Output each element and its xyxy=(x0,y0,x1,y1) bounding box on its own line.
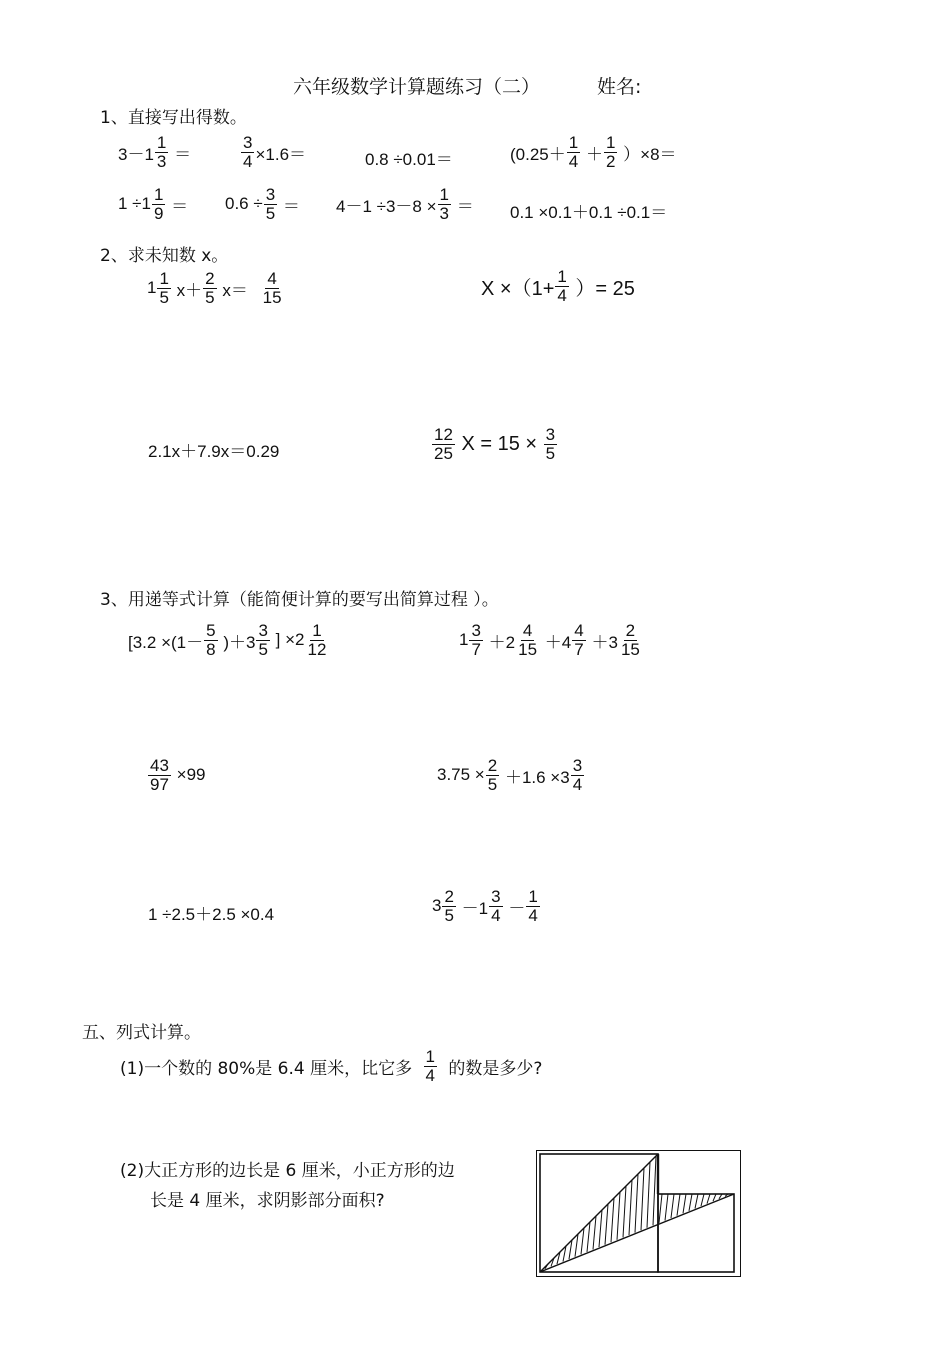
figure-frame xyxy=(537,1151,741,1277)
s3-expr-4: 3.75 × $\frac{2}{5}$ ＋1.6 ×3 $\frac{3}{4}$ xyxy=(437,756,583,794)
s2-equation-1: 1 $\frac{1}{5}$ x＋ $\frac{2}{5}$ x＝ $\frac{4}{15}$ xyxy=(147,269,282,307)
hatch-line xyxy=(611,1198,614,1242)
hatch-line xyxy=(587,1222,590,1252)
s1-expr-4: (0.25＋ $\frac{1}{4}$ ＋ $\frac{1}{2}$ ）×8＝ xyxy=(510,133,677,171)
s1-expr-3: 0.8 ÷0.01＝ xyxy=(365,150,453,169)
shaded-region-hatching xyxy=(545,1156,728,1269)
hatch-line xyxy=(713,1194,716,1201)
hatch-line xyxy=(605,1204,608,1245)
hatch-line xyxy=(689,1194,692,1211)
s2-equation-4: $\frac{12}{25}$ X = 15 × $\frac{3}{5}$ xyxy=(434,425,556,463)
s1-expr-5: 1 ÷1 $\frac{1}{9}$ ＝ xyxy=(118,185,189,223)
s1-expr-2: $\frac{3}{4}$ ×1.6＝ xyxy=(243,133,307,171)
hatch-line xyxy=(653,1156,656,1225)
hatch-line xyxy=(599,1210,602,1247)
s3-expr-5: 1 ÷2.5＋2.5 ×0.4 xyxy=(148,905,275,924)
s3-expr-6: 3 $\frac{2}{5}$ －1 $\frac{3}{4}$ － $\frac{1}{4}$ xyxy=(432,887,538,925)
hatch-line xyxy=(665,1194,668,1221)
long-diagonal xyxy=(540,1194,734,1272)
hatch-line xyxy=(695,1194,698,1208)
hatch-line xyxy=(629,1180,632,1235)
s2-equation-2: X ×（1+ $\frac{1}{4}$ ）= 25 xyxy=(481,267,635,305)
s1-expr-6: 0.6 ÷ $\frac{3}{5}$ ＝ xyxy=(225,185,300,223)
hatch-line xyxy=(635,1174,638,1233)
section-3-heading: 3、用递等式计算（能简便计算的要写出简算过程 ）。 xyxy=(100,590,499,610)
hatch-line xyxy=(659,1194,662,1223)
page-title: 六年级数学计算题练习（二） xyxy=(293,76,541,98)
s1-expr-8: 0.1 ×0.1＋0.1 ÷0.1＝ xyxy=(510,203,668,222)
hatch-line xyxy=(593,1216,596,1249)
question-2-line-2: 长是 4 厘米，求阴影部分面积? xyxy=(150,1191,385,1211)
question-2-line-1: (2)大正方形的边长是 6 厘米，小正方形的边 xyxy=(120,1161,455,1181)
section-5-heading: 五、列式计算。 xyxy=(82,1023,201,1043)
s3-expr-3: $\frac{43}{97}$ ×99 xyxy=(150,756,206,794)
section-2-heading: 2、求未知数 x。 xyxy=(100,246,229,266)
hatch-line xyxy=(677,1194,680,1216)
s3-expr-1: [3.2 ×(1－ $\frac{5}{8}$ )＋3 $\frac{3}{5}$ ] ×2 $\frac{1}{12}$ xyxy=(128,621,327,659)
hatch-line xyxy=(707,1194,710,1204)
s1-expr-7: 4－1 ÷3－8 × $\frac{1}{3}$ ＝ xyxy=(336,185,474,223)
squares-shaded-figure xyxy=(536,1150,742,1278)
section-1-heading: 1、直接写出得数。 xyxy=(100,108,247,128)
s1-expr-1: 3－1 $\frac{1}{3}$ ＝ xyxy=(118,133,192,171)
hatch-line xyxy=(617,1192,620,1240)
hatch-line xyxy=(647,1162,650,1228)
s3-expr-2: 1 $\frac{3}{7}$ ＋2 $\frac{4}{15}$ ＋4 $\frac{4}{7}$ ＋3 $\frac{2}{15}$ xyxy=(459,621,640,659)
large-square-diagonal xyxy=(540,1154,658,1272)
hatch-line xyxy=(581,1228,584,1254)
hatch-line xyxy=(671,1194,674,1218)
question-1: (1)一个数的 80%是 6.4 厘米，比它多 $\frac{1}{4}$ 的数是多少? xyxy=(120,1047,543,1085)
hatch-line xyxy=(641,1168,644,1230)
hatch-line xyxy=(701,1194,704,1206)
hatch-line xyxy=(683,1194,686,1213)
s2-equation-3: 2.1x＋7.9x＝0.29 xyxy=(148,442,280,461)
name-label: 姓名: xyxy=(597,76,642,98)
hatch-line xyxy=(623,1186,626,1237)
